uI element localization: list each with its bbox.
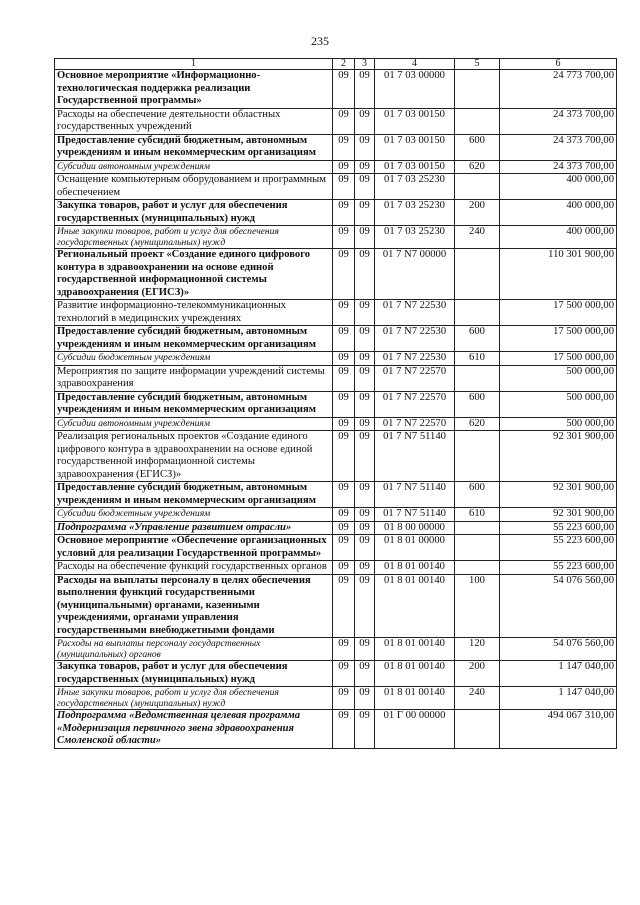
section-code-cell: 09 xyxy=(333,108,355,134)
subsection-code-cell: 09 xyxy=(355,710,375,749)
section-code-cell: 09 xyxy=(333,661,355,687)
section-code-cell: 09 xyxy=(333,365,355,391)
amount-cell: 24 373 700,00 xyxy=(500,108,617,134)
table-row xyxy=(55,417,617,431)
column-header: 1 xyxy=(55,59,333,70)
section-code-cell: 09 xyxy=(333,200,355,226)
subsection-code-cell: 09 xyxy=(355,174,375,200)
target-article-cell: 01 7 03 25230 xyxy=(375,226,455,249)
amount-cell: 500 000,00 xyxy=(500,391,617,417)
item-name-cell: Иные закупки товаров, работ и услуг для обеспечения государственных (муниципальных) нужд xyxy=(55,687,333,710)
section-code-cell: 09 xyxy=(333,226,355,249)
target-article-cell: 01 7 03 25230 xyxy=(375,200,455,226)
target-article-cell: 01 7 N7 51140 xyxy=(375,508,455,522)
amount-cell: 494 067 310,00 xyxy=(500,710,617,749)
table-row xyxy=(55,200,617,226)
section-code-cell: 09 xyxy=(333,391,355,417)
subsection-code-cell: 09 xyxy=(355,326,375,352)
expense-type-cell xyxy=(455,561,500,575)
subsection-code-cell: 09 xyxy=(355,108,375,134)
expense-type-cell: 600 xyxy=(455,134,500,160)
amount-cell: 92 301 900,00 xyxy=(500,482,617,508)
amount-cell: 1 147 040,00 xyxy=(500,687,617,710)
expense-type-cell xyxy=(455,70,500,109)
amount-cell: 54 076 560,00 xyxy=(500,638,617,661)
subsection-code-cell: 09 xyxy=(355,200,375,226)
amount-cell: 55 223 600,00 xyxy=(500,521,617,535)
section-code-cell: 09 xyxy=(333,300,355,326)
target-article-cell: 01 7 N7 00000 xyxy=(375,249,455,300)
target-article-cell: 01 7 03 00150 xyxy=(375,134,455,160)
table-header-row xyxy=(55,59,617,70)
target-article-cell: 01 8 01 00000 xyxy=(375,535,455,561)
subsection-code-cell: 09 xyxy=(355,661,375,687)
column-header: 3 xyxy=(355,59,375,70)
target-article-cell: 01 7 03 25230 xyxy=(375,174,455,200)
column-header: 2 xyxy=(333,59,355,70)
item-name-cell: Субсидии бюджетным учреждениям xyxy=(55,508,333,522)
subsection-code-cell: 09 xyxy=(355,535,375,561)
amount-cell: 24 373 700,00 xyxy=(500,134,617,160)
item-name-cell: Закупка товаров, работ и услуг для обеспечения государственных (муниципальных) нужд xyxy=(55,661,333,687)
section-code-cell: 09 xyxy=(333,710,355,749)
expense-type-cell: 120 xyxy=(455,638,500,661)
section-code-cell: 09 xyxy=(333,535,355,561)
item-name-cell: Субсидии автономным учреждениям xyxy=(55,417,333,431)
item-name-cell: Закупка товаров, работ и услуг для обеспечения государственных (муниципальных) нужд xyxy=(55,200,333,226)
subsection-code-cell: 09 xyxy=(355,249,375,300)
target-article-cell: 01 7 03 00150 xyxy=(375,108,455,134)
amount-cell: 55 223 600,00 xyxy=(500,561,617,575)
section-code-cell: 09 xyxy=(333,508,355,522)
amount-cell: 24 773 700,00 xyxy=(500,70,617,109)
item-name-cell: Предоставление субсидий бюджетным, автономным учреждениям и иным некоммерческим организациям xyxy=(55,391,333,417)
table-row xyxy=(55,249,617,300)
expense-type-cell: 240 xyxy=(455,687,500,710)
subsection-code-cell: 09 xyxy=(355,352,375,366)
table-row xyxy=(55,561,617,575)
expense-type-cell: 200 xyxy=(455,661,500,687)
table-row xyxy=(55,134,617,160)
page-number: 235 xyxy=(311,34,329,48)
item-name-cell: Предоставление субсидий бюджетным, автономным учреждениям и иным некоммерческим организациям xyxy=(55,134,333,160)
target-article-cell: 01 8 01 00140 xyxy=(375,687,455,710)
table-row xyxy=(55,687,617,710)
section-code-cell: 09 xyxy=(333,352,355,366)
table-row xyxy=(55,574,617,638)
item-name-cell: Региональный проект «Создание единого цифрового контура в здравоохранении на основе единой государственной информационной системы здравоохранения (ЕГИСЗ)» xyxy=(55,249,333,300)
item-name-cell: Иные закупки товаров, работ и услуг для обеспечения государственных (муниципальных) нужд xyxy=(55,226,333,249)
target-article-cell: 01 7 N7 22530 xyxy=(375,300,455,326)
target-article-cell: 01 7 03 00000 xyxy=(375,70,455,109)
amount-cell: 400 000,00 xyxy=(500,200,617,226)
subsection-code-cell: 09 xyxy=(355,365,375,391)
amount-cell: 17 500 000,00 xyxy=(500,326,617,352)
amount-cell: 92 301 900,00 xyxy=(500,508,617,522)
item-name-cell: Субсидии автономным учреждениям xyxy=(55,160,333,174)
expense-type-cell xyxy=(455,535,500,561)
target-article-cell: 01 7 N7 22570 xyxy=(375,391,455,417)
section-code-cell: 09 xyxy=(333,174,355,200)
item-name-cell: Основное мероприятие «Информационно-технологическая поддержка реализации Государственной программы» xyxy=(55,70,333,109)
item-name-cell: Подпрограмма «Ведомственная целевая программа «Модернизация первичного звена здравоохранения Смоленской области» xyxy=(55,710,333,749)
section-code-cell: 09 xyxy=(333,521,355,535)
expense-type-cell xyxy=(455,365,500,391)
subsection-code-cell: 09 xyxy=(355,638,375,661)
section-code-cell: 09 xyxy=(333,134,355,160)
target-article-cell: 01 8 01 00140 xyxy=(375,574,455,638)
table-row xyxy=(55,70,617,109)
table-row xyxy=(55,431,617,482)
expense-type-cell: 240 xyxy=(455,226,500,249)
expense-type-cell: 600 xyxy=(455,391,500,417)
column-header: 5 xyxy=(455,59,500,70)
item-name-cell: Расходы на выплаты персоналу государственных (муниципальных) органов xyxy=(55,638,333,661)
section-code-cell: 09 xyxy=(333,687,355,710)
item-name-cell: Мероприятия по защите информации учреждений системы здравоохранения xyxy=(55,365,333,391)
target-article-cell: 01 7 N7 51140 xyxy=(375,482,455,508)
target-article-cell: 01 7 N7 51140 xyxy=(375,431,455,482)
amount-cell: 400 000,00 xyxy=(500,226,617,249)
table-body xyxy=(55,70,617,749)
subsection-code-cell: 09 xyxy=(355,687,375,710)
expense-type-cell xyxy=(455,521,500,535)
table-row xyxy=(55,352,617,366)
item-name-cell: Основное мероприятие «Обеспечение организационных условий для реализации Государственной программы» xyxy=(55,535,333,561)
table-row xyxy=(55,365,617,391)
amount-cell: 110 301 900,00 xyxy=(500,249,617,300)
item-name-cell: Предоставление субсидий бюджетным, автономным учреждениям и иным некоммерческим организациям xyxy=(55,482,333,508)
expense-type-cell: 610 xyxy=(455,508,500,522)
amount-cell: 92 301 900,00 xyxy=(500,431,617,482)
table-row xyxy=(55,326,617,352)
subsection-code-cell: 09 xyxy=(355,508,375,522)
section-code-cell: 09 xyxy=(333,70,355,109)
table-row xyxy=(55,174,617,200)
subsection-code-cell: 09 xyxy=(355,574,375,638)
amount-cell: 54 076 560,00 xyxy=(500,574,617,638)
section-code-cell: 09 xyxy=(333,482,355,508)
section-code-cell: 09 xyxy=(333,326,355,352)
amount-cell: 1 147 040,00 xyxy=(500,661,617,687)
target-article-cell: 01 7 N7 22570 xyxy=(375,365,455,391)
table-row xyxy=(55,108,617,134)
column-header: 4 xyxy=(375,59,455,70)
expense-type-cell: 100 xyxy=(455,574,500,638)
target-article-cell: 01 Г 00 00000 xyxy=(375,710,455,749)
subsection-code-cell: 09 xyxy=(355,391,375,417)
subsection-code-cell: 09 xyxy=(355,431,375,482)
expense-type-cell xyxy=(455,300,500,326)
target-article-cell: 01 8 01 00140 xyxy=(375,561,455,575)
table-row xyxy=(55,638,617,661)
amount-cell: 17 500 000,00 xyxy=(500,352,617,366)
amount-cell: 17 500 000,00 xyxy=(500,300,617,326)
subsection-code-cell: 09 xyxy=(355,521,375,535)
subsection-code-cell: 09 xyxy=(355,561,375,575)
subsection-code-cell: 09 xyxy=(355,226,375,249)
target-article-cell: 01 7 03 00150 xyxy=(375,160,455,174)
item-name-cell: Реализация региональных проектов «Создание единого цифрового контура в здравоохранении на основе единой государственной информационной системы здравоохранения (ЕГИСЗ)» xyxy=(55,431,333,482)
table-row xyxy=(55,160,617,174)
column-header: 6 xyxy=(500,59,617,70)
expense-type-cell: 620 xyxy=(455,417,500,431)
section-code-cell: 09 xyxy=(333,249,355,300)
table-row xyxy=(55,521,617,535)
table-row xyxy=(55,710,617,749)
expense-type-cell xyxy=(455,249,500,300)
subsection-code-cell: 09 xyxy=(355,300,375,326)
expense-type-cell xyxy=(455,108,500,134)
table-row xyxy=(55,508,617,522)
expense-type-cell: 620 xyxy=(455,160,500,174)
item-name-cell: Расходы на обеспечение функций государственных органов xyxy=(55,561,333,575)
expense-type-cell xyxy=(455,431,500,482)
amount-cell: 500 000,00 xyxy=(500,365,617,391)
section-code-cell: 09 xyxy=(333,638,355,661)
expense-type-cell: 200 xyxy=(455,200,500,226)
target-article-cell: 01 7 N7 22570 xyxy=(375,417,455,431)
expense-type-cell xyxy=(455,174,500,200)
table-row xyxy=(55,391,617,417)
subsection-code-cell: 09 xyxy=(355,160,375,174)
table-row xyxy=(55,300,617,326)
target-article-cell: 01 8 00 00000 xyxy=(375,521,455,535)
item-name-cell: Подпрограмма «Управление развитием отрасли» xyxy=(55,521,333,535)
amount-cell: 55 223 600,00 xyxy=(500,535,617,561)
section-code-cell: 09 xyxy=(333,574,355,638)
item-name-cell: Оснащение компьютерным оборудованием и программным обеспечением xyxy=(55,174,333,200)
table-row xyxy=(55,226,617,249)
expense-type-cell: 600 xyxy=(455,326,500,352)
subsection-code-cell: 09 xyxy=(355,134,375,160)
amount-cell: 500 000,00 xyxy=(500,417,617,431)
target-article-cell: 01 7 N7 22530 xyxy=(375,352,455,366)
section-code-cell: 09 xyxy=(333,417,355,431)
item-name-cell: Развитие информационно-телекоммуникационных технологий в медицинских учреждениях xyxy=(55,300,333,326)
item-name-cell: Субсидии бюджетным учреждениям xyxy=(55,352,333,366)
subsection-code-cell: 09 xyxy=(355,482,375,508)
subsection-code-cell: 09 xyxy=(355,417,375,431)
item-name-cell: Расходы на выплаты персоналу в целях обеспечения выполнения функций государственными (муниципальными) органами, казенными учреждениями, органами управления государственными внебюджетными фондами xyxy=(55,574,333,638)
section-code-cell: 09 xyxy=(333,561,355,575)
amount-cell: 24 373 700,00 xyxy=(500,160,617,174)
expense-type-cell xyxy=(455,710,500,749)
table-row xyxy=(55,482,617,508)
target-article-cell: 01 8 01 00140 xyxy=(375,661,455,687)
section-code-cell: 09 xyxy=(333,160,355,174)
table-row xyxy=(55,535,617,561)
budget-table xyxy=(54,58,617,749)
target-article-cell: 01 8 01 00140 xyxy=(375,638,455,661)
amount-cell: 400 000,00 xyxy=(500,174,617,200)
expense-type-cell: 610 xyxy=(455,352,500,366)
target-article-cell: 01 7 N7 22530 xyxy=(375,326,455,352)
subsection-code-cell: 09 xyxy=(355,70,375,109)
table-row xyxy=(55,661,617,687)
expense-type-cell: 600 xyxy=(455,482,500,508)
item-name-cell: Расходы на обеспечение деятельности областных государственных учреждений xyxy=(55,108,333,134)
item-name-cell: Предоставление субсидий бюджетным, автономным учреждениям и иным некоммерческим организациям xyxy=(55,326,333,352)
section-code-cell: 09 xyxy=(333,431,355,482)
